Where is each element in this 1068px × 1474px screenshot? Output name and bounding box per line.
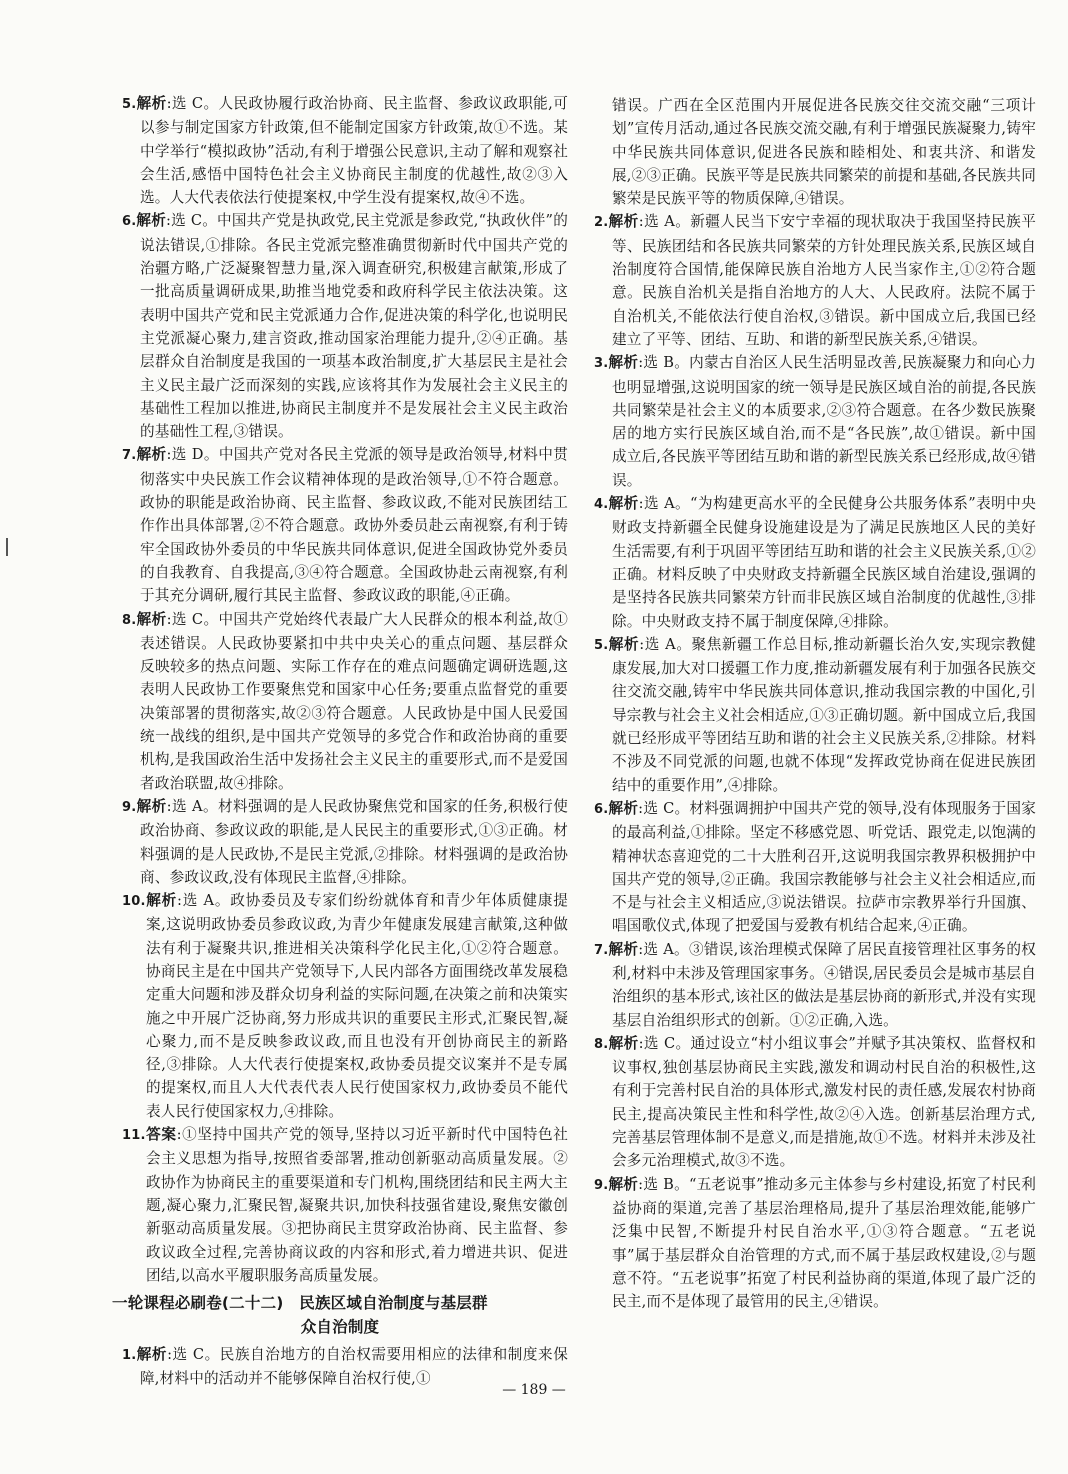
answer-item-22-9: 9.解析:选 B。“五老说事”推动多元主体参与乡村建设,拓宽了村民利益协商的渠道,完善了基层治理格局,提升了基层治理效能,能够广泛集中民智,不断提升村民自治水平,①③符合题意。“五老说事”属于基层群众自治管理的方式,而不属于基层政权建设,②与题意不符。“五老说事”拓宽了村民利益协商的渠道,体现了最广泛的民主,而不是体现了最管用的民主,④错误。 bbox=[594, 1175, 1037, 1311]
answer-item-22-4: 4.解析:选 A。“为构建更高水平的全民健身公共服务体系”表明中央财政支持新疆全民健身设施建设是为了满足民族地区人民的美好生活需要,有利于巩固平等团结互助和谐的社会主义民族关系,①②正确。材料反映了中央财政支持新疆全民族区域自治建设,强调的是坚持各民族共同繁荣方针而非民族区域自治制度的优越性,③排除。中央财政支持不属于制度保障,④排除。 bbox=[594, 495, 1036, 630]
page-number: — 189 — bbox=[502, 1382, 566, 1398]
continuation-text: 错误。广西在全区范围内开展促进各民族交往交流交融“三项计划”宣传月活动,通过各民族交流交融,有利于增强民族凝聚力,铸牢中华民族共同体意识,促进各民族和睦相处、和衷共济、和谐发展,②③正确。民族平等是民族共同繁荣的前提和基础,各民族共同繁荣是民族平等的物质保障,④错误。 bbox=[612, 97, 1036, 208]
answer-item-22-3: 3.解析:选 B。内蒙古自治区人民生活明显改善,民族凝聚力和向心力也明显增强,这说明国家的统一领导是民族区域自治的前提,各民族共同繁荣是社会主义的本质要求,②③符合题意。在各少数民族聚居的地方实行民族区域自治,而不是“各民族”,故①错误。新中国成立后,各民族平等团结互助和谐的新型民族关系已经形成,故④错误。 bbox=[594, 354, 1036, 489]
answer-item-11: 11.答案:①坚持中国共产党的领导,坚持以习近平新时代中国特色社会主义思想为指导,按照省委部署,推动创新驱动高质量发展。②政协作为协商民主的重要渠道和专门机构,围绕团结和民主两大主题,凝心聚力,汇聚民智,凝聚共识,加快科技强省建设,聚焦安徽创新驱动高质量发展。③把协商民主贯穿政治协商、民主监督、参政议政全过程,完善协商议政的内容和形式,着力增进共识、促进团结,以高水平履职服务高质量发展。 bbox=[122, 1126, 568, 1284]
answer-item-5: 5.解析:选 C。人民政协履行政治协商、民主监督、参政议政职能,可以参与制定国家方针政策,但不能制定国家方针政策,故①不选。某中学举行“模拟政协”活动,有利于增强公民意识,主动了解和观察社会生活,感悟中国特色社会主义协商民主制度的优越性,故②③入选。人大代表依法行使提案权,中学生没有提案权,故④不选。 bbox=[122, 95, 568, 207]
section-subtitle: 众自治制度 bbox=[300, 1318, 380, 1337]
answer-item-22-2: 2.解析:选 A。新疆人民当下安宁幸福的现状取决于我国坚持民族平等、民族团结和各民族共同繁荣的方针处理民族关系,民族区域自治制度符合国情,能保障民族自治地方人民当家作主,①②符合题意。民族自治机关是指自治地方的人大、人民政府。法院不属于自治机关,不能依法行使自治权,③错误。新中国成立后,我国已经建立了平等、团结、互助、和谐的新型民族关系,④错误。 bbox=[594, 213, 1036, 348]
right-column bbox=[594, 94, 1036, 1313]
left-column bbox=[112, 92, 569, 1391]
answer-item-22-1: 1.解析:选 C。民族自治地方的自治权需要用相应的法律和制度来保障,材料中的活动并不能够保障自治权行使,① bbox=[122, 1346, 569, 1388]
section-title: 一轮课程必刷卷(二十二) 民族区域自治制度与基层群 众自治制度 bbox=[112, 1291, 568, 1339]
answer-item-22-5: 5.解析:选 A。聚焦新疆工作总目标,推动新疆长治久安,实现宗教健康发展,加大对口援疆工作力度,推动新疆发展有利于加强各民族交往交流交融,铸牢中华民族共同体意识,推动我国宗教的中国化,引导宗教与社会主义社会相适应,①③正确切题。新中国成立后,我国就已经形成平等团结互助和谐的社会主义民族关系,②排除。材料不涉及不同党派的问题,也就不体现“发挥政党协商在促进民族团结中的重要作用”,④排除。 bbox=[594, 635, 1036, 794]
answer-item-8: 8.解析:选 C。中国共产党始终代表最广大人民群众的根本利益,故①表述错误。人民政协要紧扣中共中央关心的重点问题、基层群众反映较多的热点问题、实际工作存在的难点问题确定调研选题,这表明人民政协工作要聚焦党和国家中心任务;要重点监督党的重要决策部署的贯彻落实,故②③符合题意。人民政协是中国人民爱国统一战线的组织,是中国共产党领导的多党合作和政治协商的重要机构,是我国政治生活中发扬社会主义民主的重要形式,而不是爱国者政治联盟,故④排除。 bbox=[122, 610, 568, 792]
answer-item-6: 6.解析:选 C。中国共产党是执政党,民主党派是参政党,“执政伙伴”的说法错误,①排除。各民主党派完整准确贯彻新时代中国共产党的治疆方略,广泛凝聚智慧力量,深入调查研究,积极建言献策,形成了一批高质量调研成果,助推当地党委和政府科学民主依法决策。这表明中国共产党和民主党派通力合作,促进决策的科学化,也说明民主党派凝心聚力,建言资政,推动国家治理能力提升,②④正确。基层群众自治制度是我国的一项基本政治制度,扩大基层民主是社会主义民主最广泛而深刻的实践,应该将其作为发展社会主义民主的基础性工程加以推进,协商民主制度并不是发展社会主义民主政治的基础性工程,③错误。 bbox=[122, 212, 569, 441]
margin-mark bbox=[6, 538, 8, 556]
answer-item-22-6: 6.解析:选 C。材料强调拥护中国共产党的领导,没有体现服务于国家的最高利益,①排除。坚定不移感党恩、听党话、跟党走,以饱满的精神状态喜迎党的二十大胜利召开,这说明我国宗教界积极拥护中国共产党的领导,②正确。我国宗教能够与社会主义社会相适应,而不是与社会主义相适应,③说法错误。拉萨市宗教界举行升国旗、唱国歌仪式,体现了把爱国与爱教有机结合起来,④正确。 bbox=[594, 799, 1036, 935]
answer-item-22-8: 8.解析:选 C。通过设立“村小组议事会”并赋予其决策权、监督权和议事权,独创基层协商民主实践,激发和调动村民自治的积极性,这有利于完善村民自治的具体形式,激发村民的责任感,发展农村协商民主,提高决策民主性和科学性,故②④入选。创新基层治理方式,完善基层管理体制不是意义,而是措施,故①不选。材料并未涉及社会多元治理模式,故③不选。 bbox=[594, 1034, 1036, 1170]
answer-item-10: 10.解析:选 A。政协委员及专家们纷纷就体育和青少年体质健康提案,这说明政协委员参政议政,为青少年健康发展建言献策,这种做法有利于凝聚共识,推进相关决策科学化民主化,①②符合题意。协商民主是在中国共产党领导下,人民内部各方面围绕改革发展稳定重大问题和涉及群众切身利益的实际问题,在决策之前和决策实施之中开展广泛协商,努力形成共识的重要民主形式,汇聚民智,凝心聚力,而不是反映参政议政,而且也没有开创协商民主的新路径,③排除。人大代表行使提案权,政协委员提交议案并不是专属的提案权,而且人大代表代表人民行使国家权力,政协委员不能代表人民行使国家权力,④排除。 bbox=[122, 892, 569, 1120]
answer-item-7: 7.解析:选 D。中国共产党对各民主党派的领导是政治领导,材料中贯彻落实中央民族工作会议精神体现的是政治领导,①不符合题意。政协的职能是政治协商、民主监督、参政议政,不能对民族团结工作作出具体部署,②不符合题意。政协外委员赴云南视察,有利于铸牢全国政协外委员的中华民族共同体意识,促进全国政协党外委员的自我教育、自我提高,③④符合题意。全国政协赴云南视察,有利于其充分调研,履行其民主监督、参政议政的职能,④正确。 bbox=[122, 446, 568, 605]
answer-item-22-7: 7.解析:选 A。③错误,该治理模式保障了居民直接管理社区事务的权利,材料中未涉及管理国家事务。④错误,居民委员会是城市基层自治组织的基本形式,该社区的做法是基层协商的新形式,并没有实现基层自治组织形式的创新。①②正确,入选。 bbox=[594, 940, 1036, 1029]
answer-item-9: 9.解析:选 A。材料强调的是人民政协聚焦党和国家的任务,积极行使政治协商、参政议政的职能,是人民民主的重要形式,①③正确。材料强调的是人民政协,不是民主党派,②排除。材料强调的是政治协商、参政议政,没有体现民主监督,④排除。 bbox=[122, 797, 568, 886]
